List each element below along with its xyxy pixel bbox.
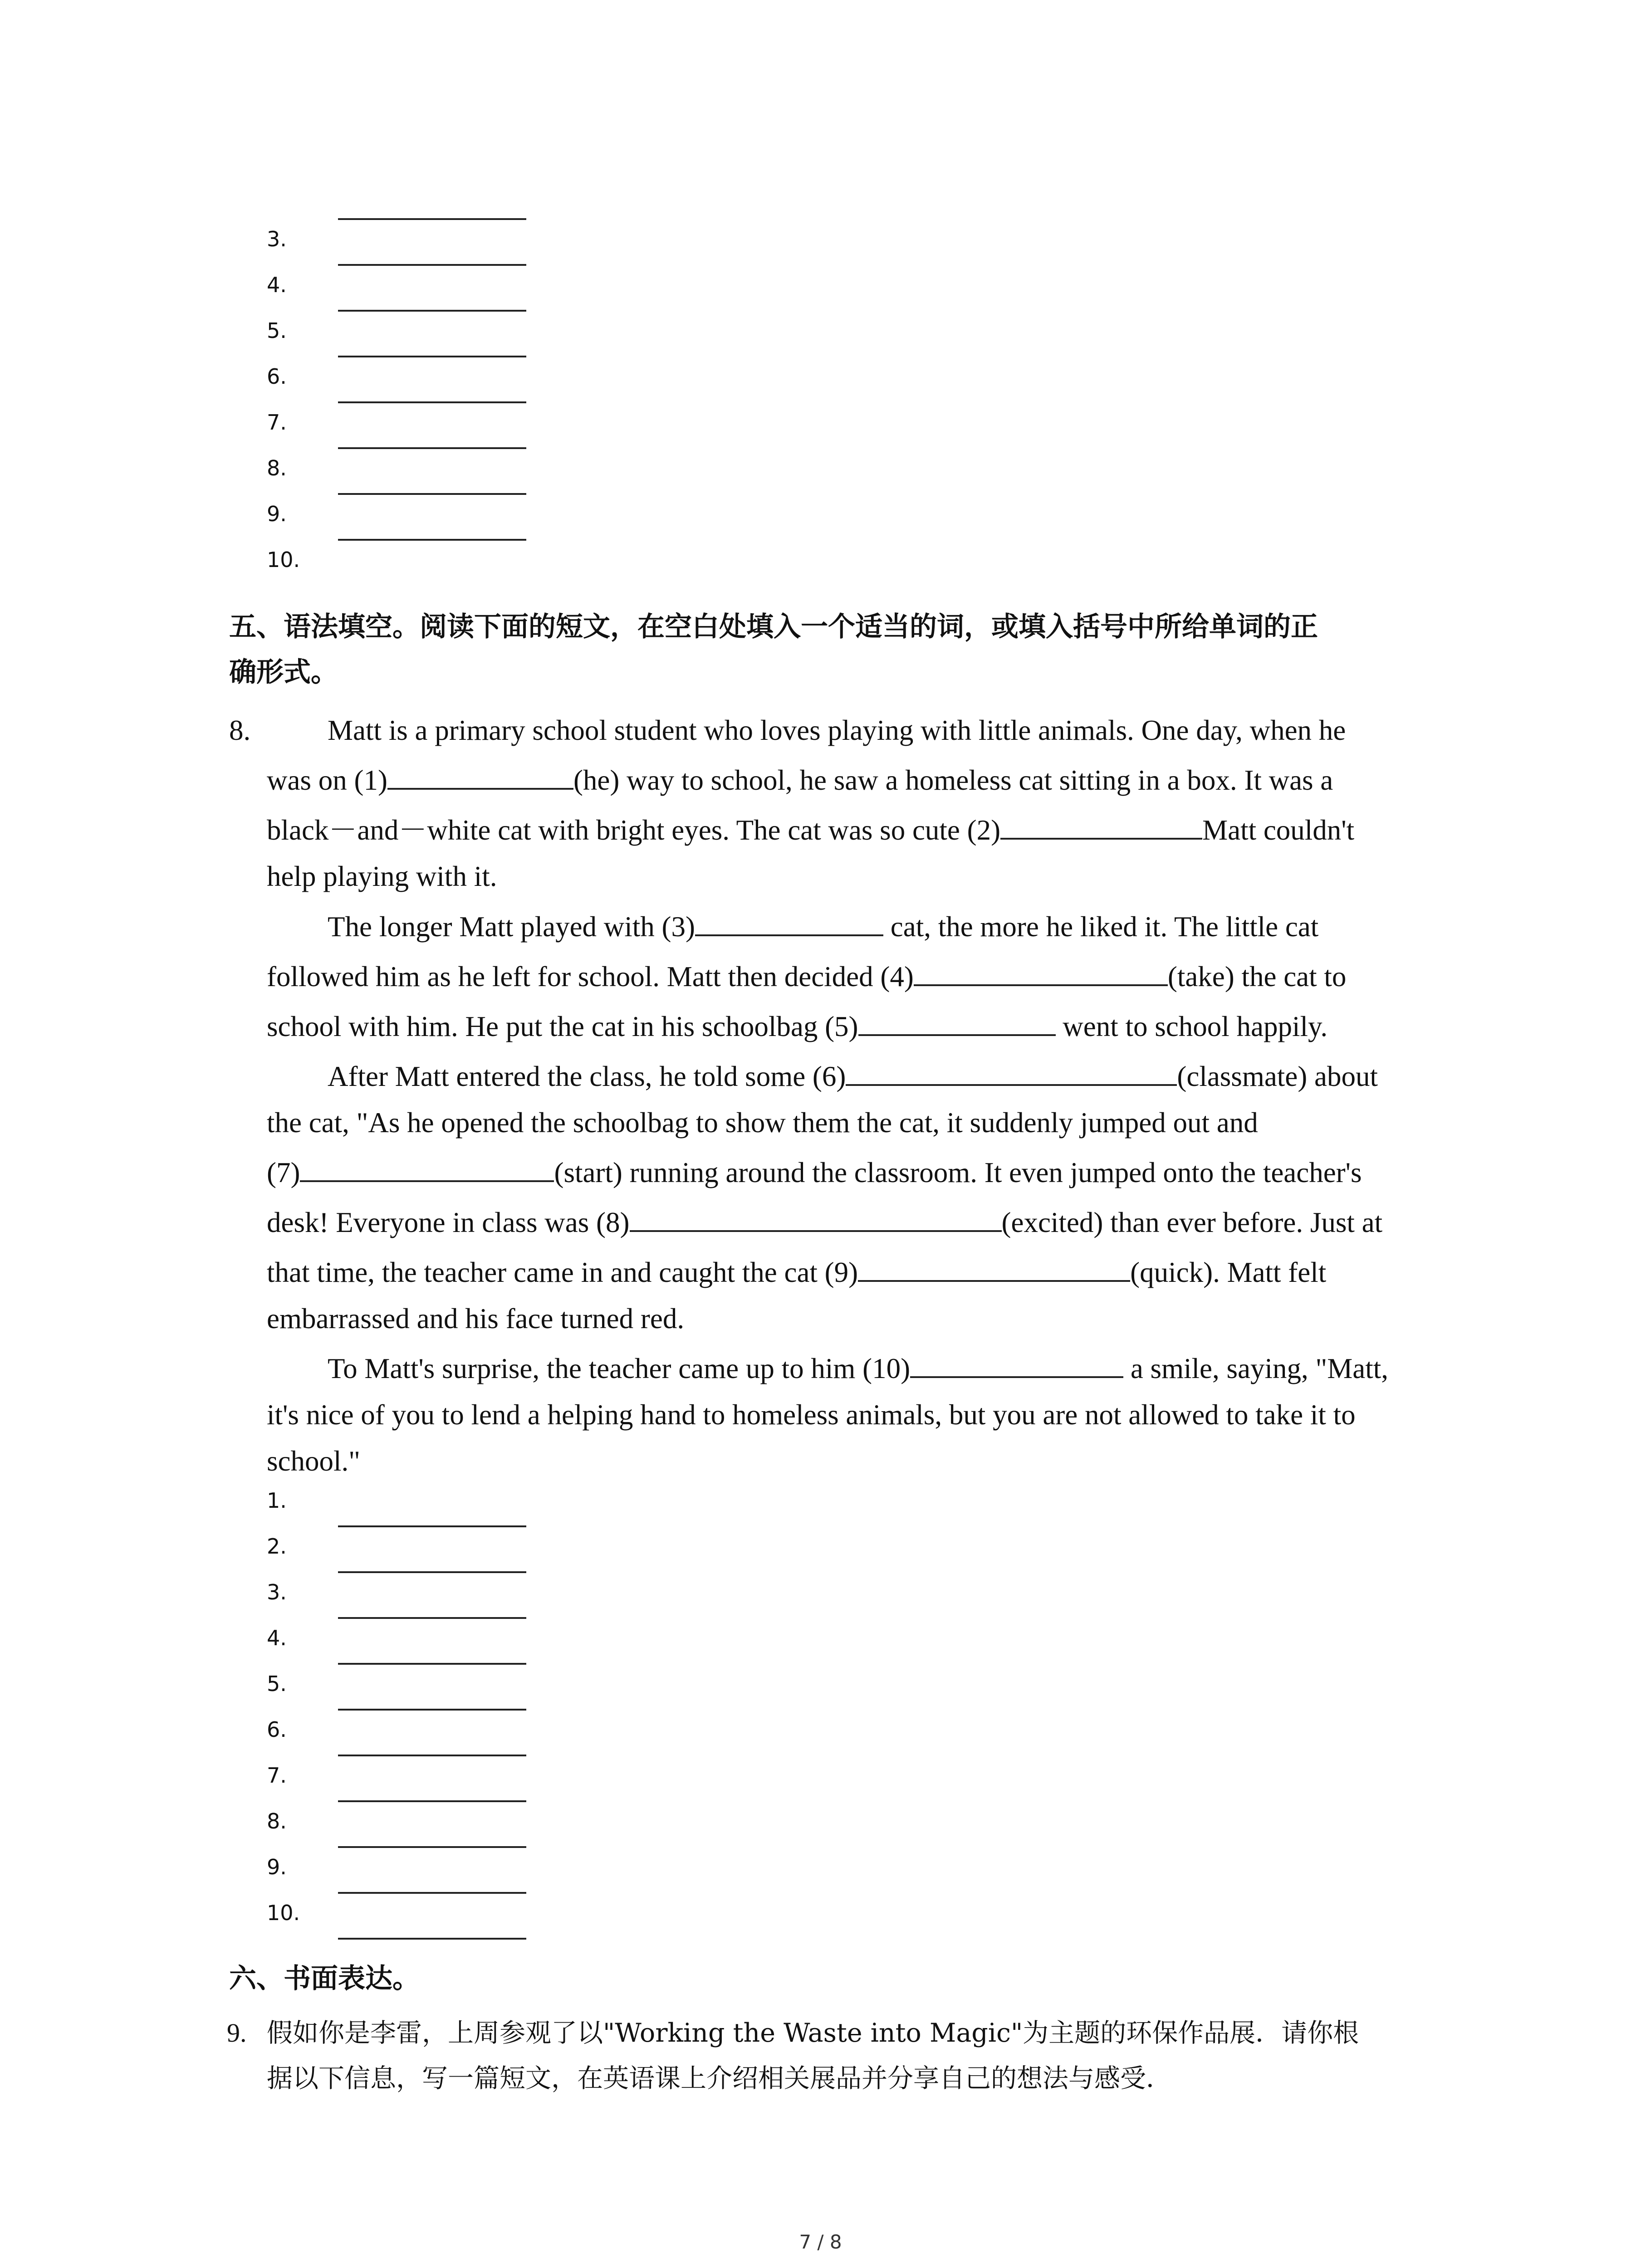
answer-number: 1. [267, 1488, 287, 1513]
answer-number: 8. [267, 1809, 287, 1833]
answer-line[interactable] [338, 1755, 526, 1756]
answer-number: 9. [267, 1855, 287, 1879]
blank-1[interactable] [387, 762, 573, 790]
answer-number: 10. [267, 1901, 300, 1925]
answer-line[interactable] [338, 401, 526, 403]
blank-3[interactable] [695, 908, 883, 936]
question-number: 9. [227, 2018, 247, 2048]
answer-line[interactable] [338, 447, 526, 449]
blank-5[interactable] [858, 1008, 1056, 1036]
passage-line: The longer Matt played with (3) cat, the more he liked it. The little cat [328, 902, 1525, 952]
blank-7[interactable] [300, 1154, 554, 1182]
answer-line[interactable] [338, 1892, 526, 1894]
answer-number: 5. [267, 318, 287, 343]
answer-number: 3. [267, 227, 287, 251]
answer-line[interactable] [338, 218, 526, 220]
question-text: 假如你是李雷，上周参观了以"Working the Waste into Magic"为主题的环保作品展．请你根 [267, 2018, 1359, 2048]
answer-number: 10. [267, 547, 300, 572]
passage-line: desk! Everyone in class was (8) (excited) than ever before. Just at [267, 1198, 1465, 1248]
passage-line: the cat, "As he opened the schoolbag to show them the cat, it suddenly jumped out and [267, 1107, 1258, 1139]
answer-number: 2. [267, 1534, 287, 1559]
passage-line: black－and－white cat with bright eyes. The cat was so cute (2) Matt couldn't [267, 805, 1465, 855]
passage-line: (7) (start) running around the classroom. It even jumped onto the teacher's [267, 1148, 1465, 1198]
blank-10[interactable] [910, 1350, 1123, 1378]
passage-line: it's nice of you to lend a helping hand to homeless animals, but you are not allowed to take it to [267, 1399, 1356, 1431]
answer-number: 6. [267, 364, 287, 389]
answer-number: 7. [267, 410, 287, 435]
answer-line[interactable] [338, 1709, 526, 1711]
answer-number: 8. [267, 456, 287, 480]
answer-line[interactable] [338, 310, 526, 312]
answer-line[interactable] [338, 356, 526, 357]
answer-line[interactable] [338, 1800, 526, 1802]
blank-8[interactable] [630, 1204, 1002, 1232]
passage-line: To Matt's surprise, the teacher came up to him (10) a smile, saying, "Matt, [328, 1344, 1525, 1394]
page-number: 7 / 8 [799, 2231, 842, 2253]
answer-line[interactable] [338, 264, 526, 266]
passage-line: followed him as he left for school. Matt then decided (4) (take) the cat to [267, 952, 1465, 1002]
question-text-continued: 据以下信息，写一篇短文，在英语课上介绍相关展品并分享自己的想法与感受． [267, 2063, 1172, 2093]
answer-line[interactable] [338, 1938, 526, 1940]
passage-line: embarrassed and his face turned red. [267, 1303, 685, 1334]
blank-9[interactable] [858, 1254, 1130, 1282]
section-heading: 五、语法填空。阅读下面的短文，在空白处填入一个适当的词，或填入括号中所给单词的正 [229, 611, 1318, 643]
answer-number: 3. [267, 1580, 287, 1604]
passage-line: After Matt entered the class, he told some (6) (classmate) about [328, 1051, 1525, 1102]
answer-number: 7. [267, 1763, 287, 1788]
answer-line[interactable] [338, 1525, 526, 1527]
answer-line[interactable] [338, 1663, 526, 1665]
answer-number: 9. [267, 502, 287, 526]
blank-2[interactable] [1000, 811, 1202, 840]
question-number: 8. [229, 714, 251, 746]
passage-line: school." [267, 1445, 360, 1477]
section-heading: 六、书面表达。 [229, 1963, 420, 1994]
answer-line[interactable] [338, 493, 526, 495]
section-heading-continued: 确形式。 [229, 656, 338, 688]
answer-number: 6. [267, 1717, 287, 1742]
answer-number: 4. [267, 1626, 287, 1650]
answer-line[interactable] [338, 1571, 526, 1573]
answer-number: 4. [267, 273, 287, 297]
answer-number: 5. [267, 1672, 287, 1696]
passage-line: was on (1) (he) way to school, he saw a homeless cat sitting in a box. It was a [267, 755, 1465, 806]
answer-line[interactable] [338, 1846, 526, 1848]
passage-line: help playing with it. [267, 860, 497, 892]
answer-line[interactable] [338, 539, 526, 541]
passage-line: that time, the teacher came in and caught the cat (9) (quick). Matt felt [267, 1247, 1465, 1298]
answer-line[interactable] [338, 1617, 526, 1619]
passage-line: Matt is a primary school student who loves playing with little animals. One day, when he [328, 714, 1346, 746]
passage-line: school with him. He put the cat in his schoolbag (5) went to school happily. [267, 1002, 1465, 1052]
blank-6[interactable] [846, 1058, 1177, 1086]
blank-4[interactable] [914, 958, 1168, 986]
